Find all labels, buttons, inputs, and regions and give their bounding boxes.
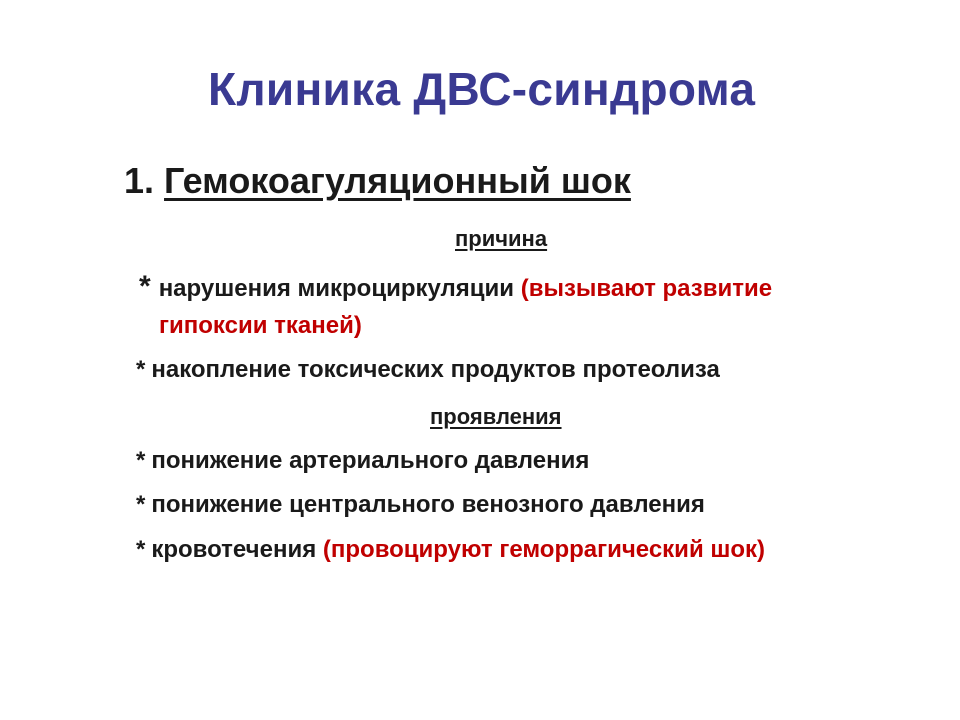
manifestation-item (136, 536, 765, 564)
section-heading (124, 160, 631, 202)
cause-item (136, 356, 720, 384)
bullet-asterisk: * (136, 491, 146, 518)
cause-subheading: причина (455, 226, 548, 251)
cause-item (139, 270, 772, 304)
section-heading-text: Гемокоагуляционный шок (164, 160, 631, 201)
manifestation-item (136, 491, 705, 519)
manifestation-item-text: понижение центрального венозного давления (151, 491, 705, 518)
cause-item-text: нарушения микроциркуляции (158, 275, 521, 302)
bullet-asterisk: * (136, 447, 146, 474)
manifestation-item-note: (провоцируют геморрагический шок) (322, 536, 766, 563)
manifestation-item (136, 447, 589, 475)
cause-item-continuation (159, 312, 362, 340)
bullet-asterisk: * (136, 356, 146, 383)
slide-title: Клиника ДВС-синдрома (208, 63, 756, 115)
cause-item-note: (вызывают развитие (520, 275, 773, 302)
section-number: 1. (124, 160, 155, 201)
cause-item-text: накопление токсических продуктов протеолиза (151, 356, 720, 383)
manifestations-subheading: проявления (430, 404, 562, 429)
manifestation-item-text: понижение артериального давления (151, 447, 590, 474)
bullet-asterisk: * (136, 536, 146, 563)
manifestation-item-text: кровотечения (151, 536, 323, 563)
bullet-asterisk: * (139, 270, 151, 303)
cause-item-note-continuation: гипоксии тканей) (159, 312, 362, 339)
